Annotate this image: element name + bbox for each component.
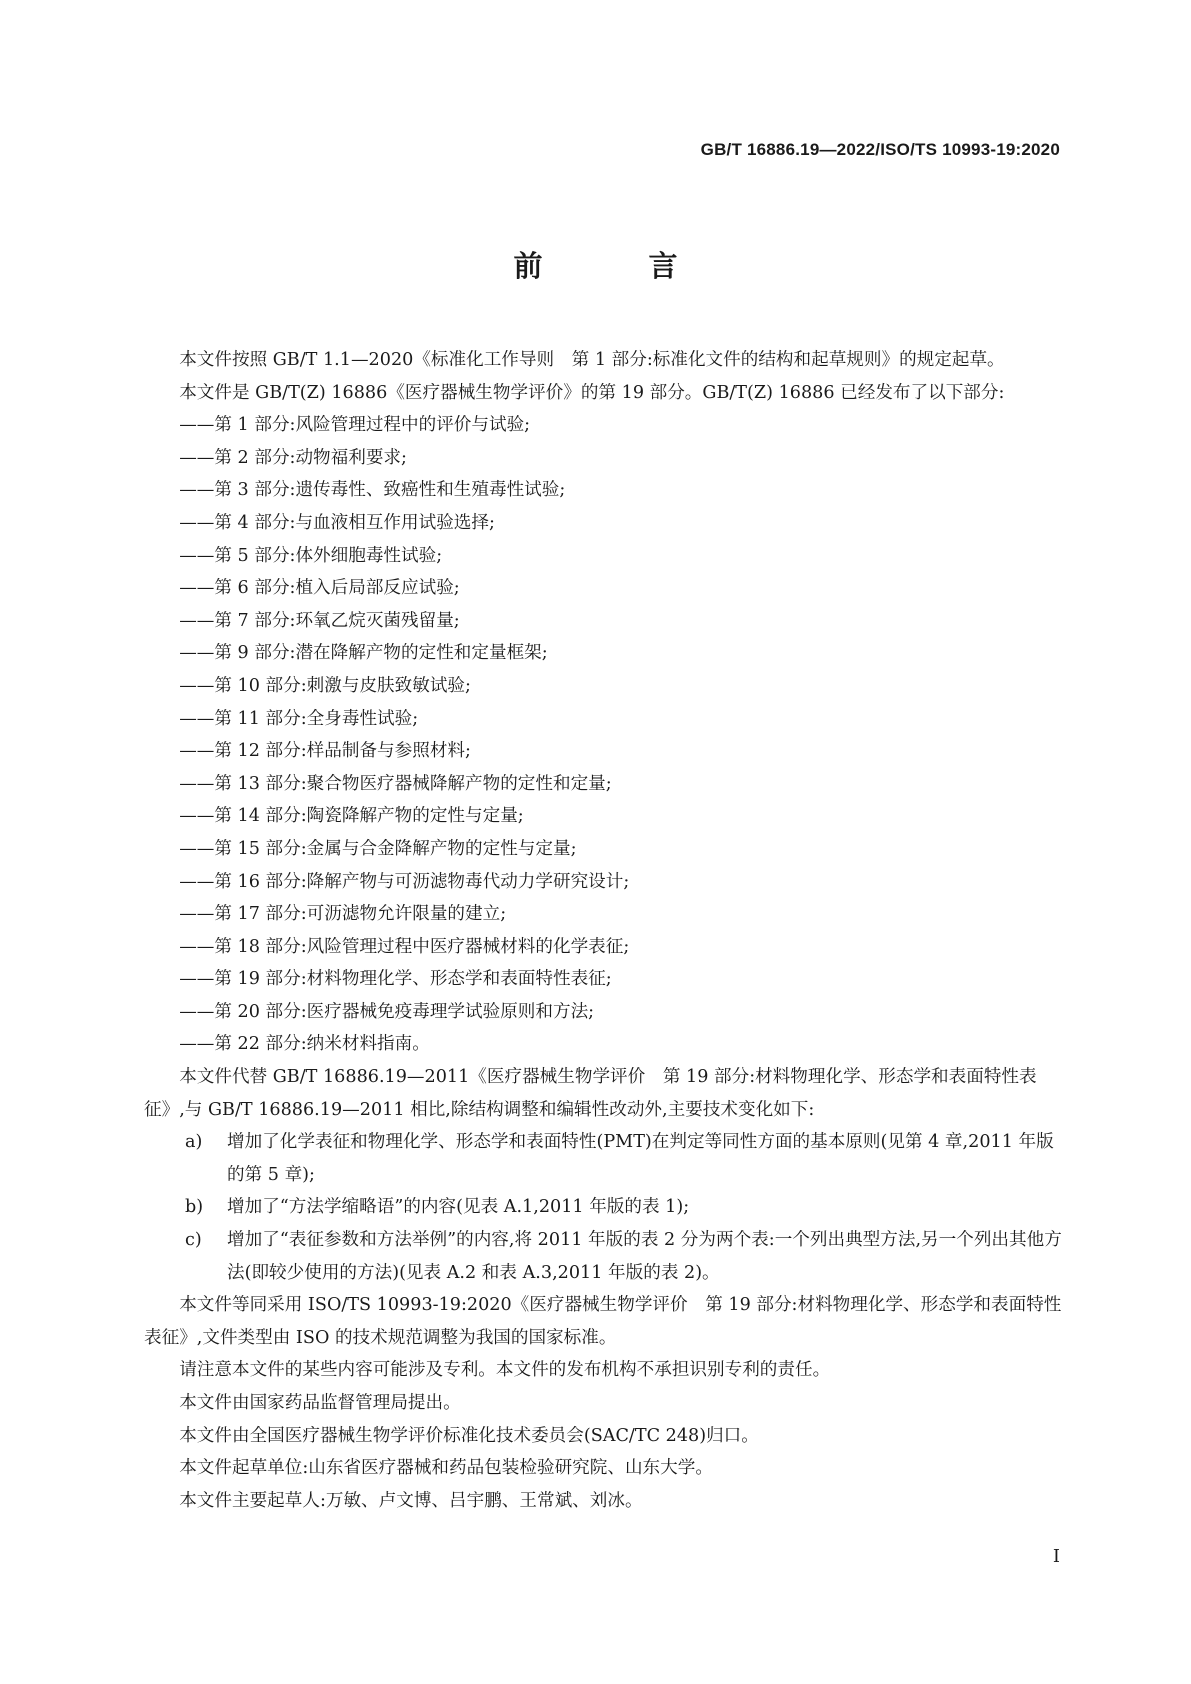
dash-marker: —— — [179, 1034, 215, 1055]
closing-paragraph: 请注意本文件的某些内容可能涉及专利。本文件的发布机构不承担识别专利的责任。 — [179, 1360, 831, 1381]
dash-marker: —— — [179, 675, 215, 696]
part-text: 第 3 部分:遗传毒性、致癌性和生殖毒性试验; — [214, 480, 566, 501]
dash-marker: —— — [179, 806, 215, 827]
item-text: 增加了化学表征和物理化学、形态学和表面特性(PMT)在判定等同性方面的基本原则(见第 4 章,2011 年版的第 5 章); — [227, 1132, 1054, 1185]
dash-marker: —— — [179, 969, 215, 990]
list-item — [144, 1224, 1070, 1289]
list-item — [144, 1126, 1070, 1191]
dash-marker: —— — [179, 610, 215, 631]
intro-paragraph: 本文件是 GB/T(Z) 16886《医疗器械生物学评价》的第 19 部分。GB/T(Z) 16886 已经发布了以下部分: — [179, 382, 1005, 403]
closing-paragraph: 本文件主要起草人:万敏、卢文博、吕宇鹏、王常斌、刘冰。 — [179, 1490, 643, 1511]
part-text: 第 16 部分:降解产物与可沥滤物毒代动力学研究设计; — [214, 871, 630, 892]
intro-paragraph: 本文件按照 GB/T 1.1—2020《标准化工作导则 第 1 部分:标准化文件的结构和起草规则》的规定起草。 — [179, 350, 1005, 370]
part-text: 第 1 部分:风险管理过程中的评价与试验; — [214, 415, 531, 436]
item-marker: b) — [185, 1197, 204, 1218]
list-item — [144, 474, 1070, 507]
dash-marker: —— — [179, 838, 215, 859]
part-text: 第 9 部分:潜在降解产物的定性和定量框架; — [214, 643, 548, 664]
list-item — [144, 670, 1070, 703]
dash-marker: —— — [179, 480, 215, 501]
part-text: 第 6 部分:植入后局部反应试验; — [214, 578, 460, 599]
part-text: 第 18 部分:风险管理过程中医疗器械材料的化学表征; — [214, 936, 630, 957]
part-text: 第 10 部分:刺激与皮肤致敏试验; — [214, 675, 471, 696]
dash-marker: —— — [179, 447, 215, 468]
part-text: 第 2 部分:动物福利要求; — [214, 447, 407, 468]
list-item — [144, 572, 1070, 605]
dash-marker: —— — [179, 578, 215, 599]
item-marker: c) — [185, 1230, 202, 1251]
list-item — [144, 409, 1070, 442]
list-item — [144, 963, 1070, 996]
parts-list — [144, 409, 1070, 1061]
list-item — [144, 1191, 1070, 1224]
item-marker: a) — [185, 1132, 203, 1153]
list-item — [144, 833, 1070, 866]
part-text: 第 19 部分:材料物理化学、形态学和表面特性表征; — [214, 969, 612, 990]
list-item — [144, 1028, 1070, 1061]
list-item — [144, 735, 1070, 768]
part-text: 第 5 部分:体外细胞毒性试验; — [214, 545, 443, 566]
page-title: 前 言 — [513, 249, 726, 283]
list-item — [144, 540, 1070, 573]
dash-marker: —— — [179, 415, 215, 436]
dash-marker: —— — [179, 512, 215, 533]
dash-marker: —— — [179, 741, 215, 762]
list-item — [144, 931, 1070, 964]
dash-marker: —— — [179, 545, 215, 566]
closing-paragraph: 本文件起草单位:山东省医疗器械和药品包装检验研究院、山东大学。 — [179, 1458, 713, 1479]
dash-marker: —— — [179, 871, 215, 892]
part-text: 第 12 部分:样品制备与参照材料; — [214, 741, 471, 762]
part-text: 第 11 部分:全身毒性试验; — [214, 708, 419, 729]
part-text: 第 22 部分:纳米材料指南。 — [214, 1034, 430, 1055]
technical-changes-list — [144, 1126, 1070, 1289]
dash-marker: —— — [179, 708, 215, 729]
item-text: 增加了“方法学缩略语”的内容(见表 A.1,2011 年版的表 1); — [227, 1197, 690, 1218]
closing-paragraph: 本文件由全国医疗器械生物学评价标准化技术委员会(SAC/TC 248)归口。 — [179, 1425, 759, 1446]
list-item — [144, 703, 1070, 736]
closing-paragraph: 本文件由国家药品监督管理局提出。 — [179, 1393, 461, 1413]
replacement-paragraph: 本文件代替 GB/T 16886.19—2011《医疗器械生物学评价 第 19 部分:材料物理化学、形态学和表面特性表征》,与 GB/T 16886.19—2011 相比,除结构调整和编辑性改动外,主要技术变化如下: — [144, 1067, 1037, 1120]
part-text: 第 20 部分:医疗器械免疫毒理学试验原则和方法; — [214, 1001, 595, 1022]
list-item — [144, 768, 1070, 801]
list-item — [144, 637, 1070, 670]
list-item — [144, 605, 1070, 638]
list-item — [144, 898, 1070, 931]
list-item — [144, 996, 1070, 1029]
part-text: 第 17 部分:可沥滤物允许限量的建立; — [214, 904, 507, 925]
foreword-body — [144, 344, 1070, 1517]
list-item — [144, 507, 1070, 540]
standard-number-header: GB/T 16886.19—2022/ISO/TS 10993-19:2020 — [700, 140, 1060, 159]
dash-marker: —— — [179, 936, 215, 957]
dash-marker: —— — [179, 643, 215, 664]
list-item — [144, 800, 1070, 833]
dash-marker: —— — [179, 904, 215, 925]
page-number: I — [1052, 1546, 1060, 1567]
dash-marker: —— — [179, 773, 215, 794]
part-text: 第 14 部分:陶瓷降解产物的定性与定量; — [214, 806, 524, 827]
part-text: 第 13 部分:聚合物医疗器械降解产物的定性和定量; — [214, 773, 612, 794]
part-text: 第 4 部分:与血液相互作用试验选择; — [214, 512, 495, 533]
list-item — [144, 442, 1070, 475]
dash-marker: —— — [179, 1001, 215, 1022]
item-text: 增加了“表征参数和方法举例”的内容,将 2011 年版的表 2 分为两个表:一个列出典型方法,另一个列出其他方法(即较少使用的方法)(见表 A.2 和表 A.3,2011 年版的表 2)。 — [227, 1230, 1062, 1283]
closing-paragraph: 本文件等同采用 ISO/TS 10993-19:2020《医疗器械生物学评价 第 19 部分:材料物理化学、形态学和表面特性表征》,文件类型由 ISO 的技术规范调整为我国的国家标准。 — [144, 1295, 1062, 1348]
part-text: 第 15 部分:金属与合金降解产物的定性与定量; — [214, 838, 577, 859]
part-text: 第 7 部分:环氧乙烷灭菌残留量; — [214, 610, 460, 631]
list-item — [144, 866, 1070, 899]
